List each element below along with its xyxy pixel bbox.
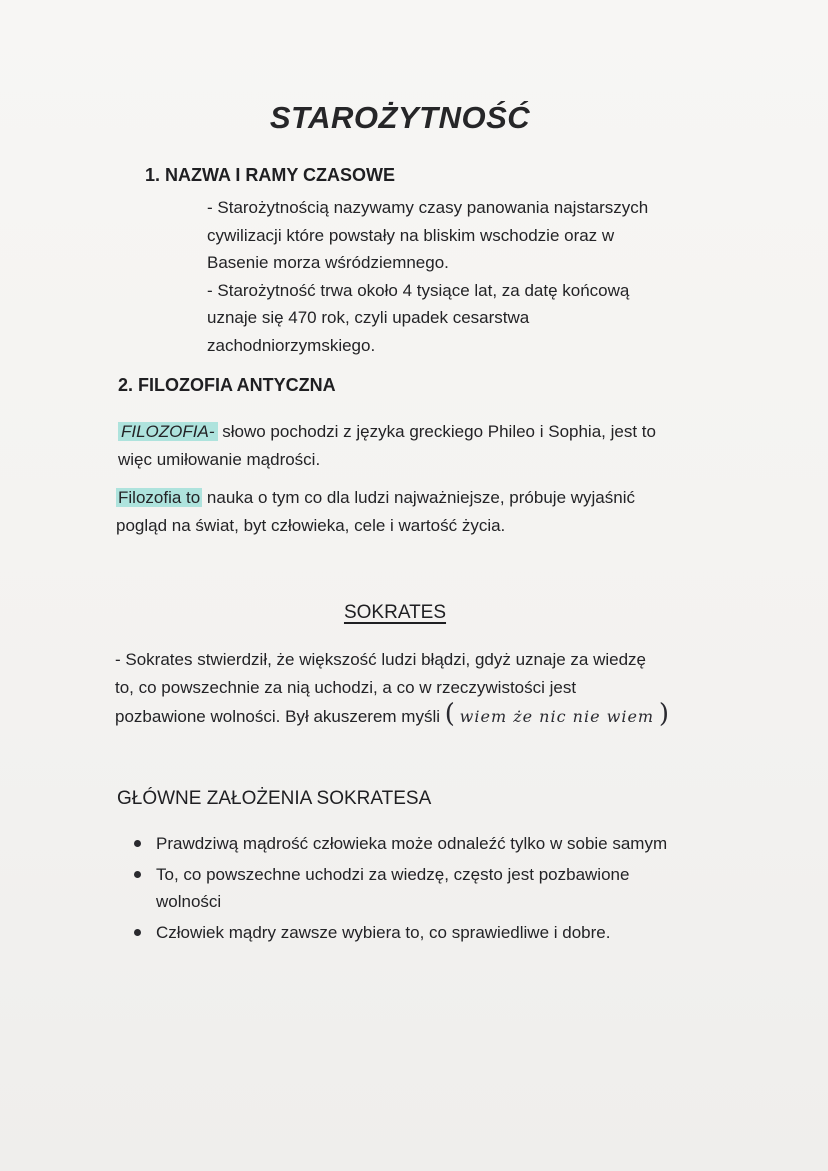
bullet-icon (134, 929, 141, 936)
zalozenia-list (130, 830, 670, 950)
section-1-heading: 1. NAZWA I RAMY CZASOWE (145, 165, 396, 185)
page-title: STAROŻYTNOŚĆ (269, 100, 531, 135)
section-1-line: uznaje się 470 rok, czyli upadek cesarstwa (207, 308, 530, 327)
section-1-line: cywilizacji które powstały na bliskim wschodzie oraz w (207, 225, 615, 245)
filozofia-description (116, 484, 635, 539)
section-1-line: Basenie morza wśródziemnego. (207, 253, 449, 272)
sokrates-line: - Sokrates stwierdził, że większość ludzi błądzi, gdyż uznaje za wiedzę (115, 650, 647, 669)
filozofia-definition-line2: więc umiłowanie mądrości. (118, 449, 321, 469)
sokrates-heading (0, 602, 790, 624)
section-1-line: - Starożytnością nazywamy czasy panowania najstarszych (207, 198, 649, 217)
filozofia-description-text: nauka o tym co dla ludzi najważniejsze, próbuje wyjaśnić (202, 488, 635, 507)
list-item: To, co powszechne uchodzi za wiedzę, często jest pozbawione wolności (130, 861, 670, 915)
handwritten-note: wiem że nic nie wiem (459, 707, 655, 726)
section-1-line: - Starożytność trwa około 4 tysiące lat, za datę końcową (207, 280, 630, 300)
bullet-icon (134, 840, 141, 847)
filozofia-highlight: FILOZOFIA- (118, 422, 218, 441)
zalozenia-heading: GŁÓWNE ZAŁOŻENIA SOKRATESA (117, 788, 432, 809)
sokrates-line: pozbawione wolności. Był akuszerem myśli (115, 707, 441, 726)
filozofia-description-line2: pogląd na świat, byt człowieka, cele i wartość życia. (116, 515, 506, 535)
handwritten-open-paren: ( (444, 699, 455, 729)
sokrates-heading-text: SOKRATES (343, 602, 447, 623)
list-item: Człowiek mądry zawsze wybiera to, co sprawiedliwe i dobre. (130, 919, 670, 946)
list-item: Prawdziwą mądrość człowieka może odnaleźć tylko w sobie samym (130, 830, 670, 857)
filozofia-definition (118, 418, 656, 473)
section-1-body (207, 194, 648, 359)
sokrates-line: to, co powszechnie za nią uchodzi, a co w rzeczywistości jest (115, 677, 577, 697)
bullet-icon (134, 871, 141, 878)
filozofia-to-highlight: Filozofia to (118, 488, 201, 507)
sokrates-body (115, 646, 669, 731)
section-1-line: zachodniorzymskiego. (207, 335, 376, 355)
filozofia-definition-text: słowo pochodzi z języka greckiego Phileo i Sophia, jest to (217, 422, 656, 441)
handwritten-close-paren: ) (658, 699, 669, 729)
section-2-heading: 2. FILOZOFIA ANTYCZNA (118, 375, 336, 395)
